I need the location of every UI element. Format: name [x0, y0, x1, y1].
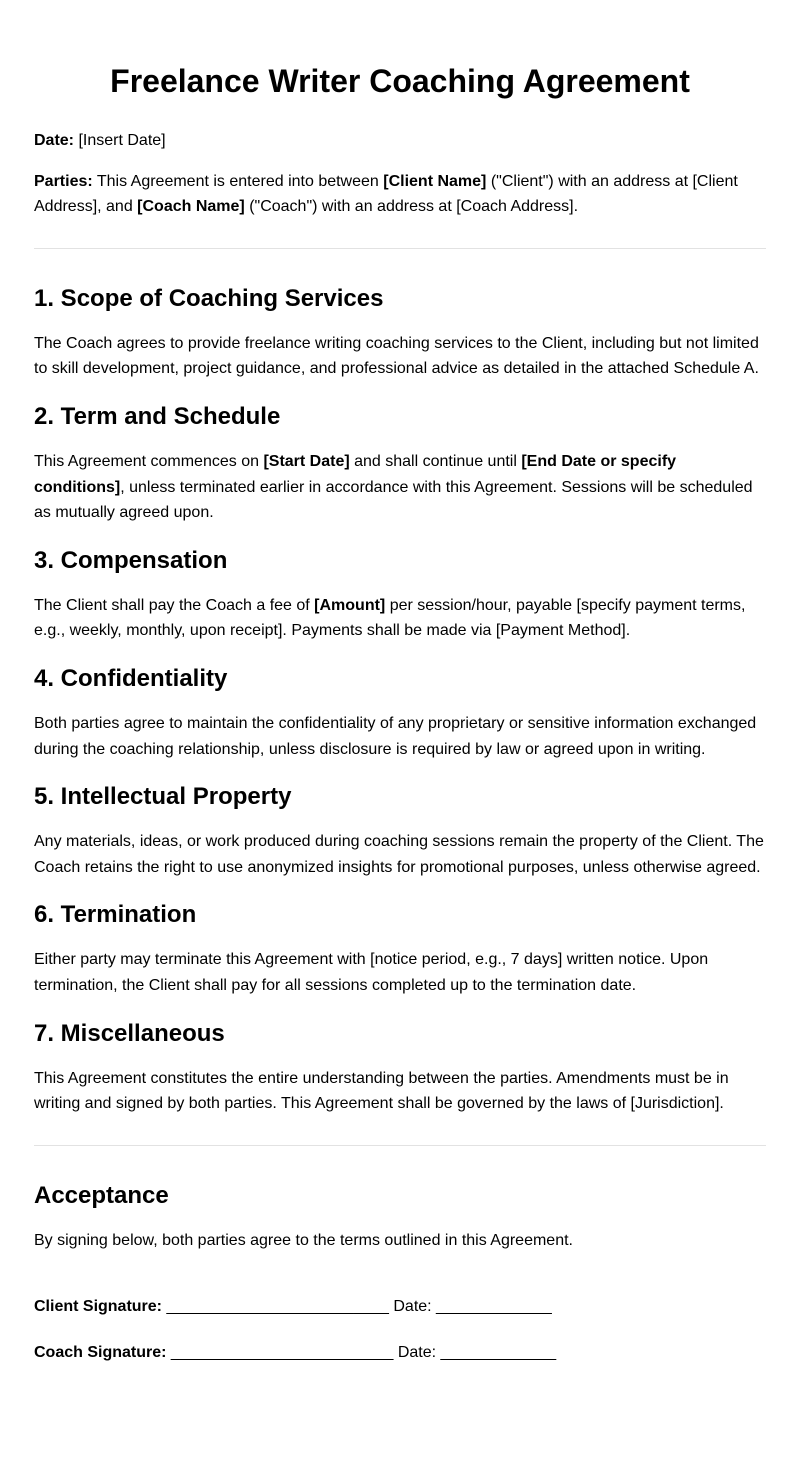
date-value: [Insert Date]	[74, 132, 166, 149]
client-signature-label: Client Signature:	[34, 1298, 163, 1316]
section-heading: 1. Scope of Coaching Services	[34, 284, 384, 312]
start-date-placeholder: [Start Date]	[263, 452, 350, 470]
section-text: Either party may terminate this Agreement with [notice period, e.g., 7 days] written notice. Upon termination, the Client shall pay for all sessions completed up to the termination date.	[34, 951, 709, 994]
section-heading: 7. Miscellaneous	[34, 1019, 225, 1047]
section-text: Any materials, ideas, or work produced during coaching sessions remain the property of the Client. The Coach retains the right to use anonymized insights for promotional purposes, unless otherwise agreed.	[34, 833, 764, 876]
parties-text: ("Client") with an address at [Client Address], and	[34, 172, 738, 216]
section-text: Both parties agree to maintain the confidentiality of any proprietary or sensitive information exchanged during the coaching relationship, unless disclosure is required by law or agreed upon in writing.	[34, 714, 757, 758]
acceptance-text: By signing below, both parties agree to the terms outlined in this Agreement.	[34, 1231, 573, 1249]
amount-placeholder: [Amount]	[314, 596, 386, 614]
date-line	[34, 128, 766, 154]
coach-name-placeholder: [Coach Name]	[137, 198, 245, 216]
section-divider	[34, 1145, 766, 1146]
section-heading: 4. Confidentiality	[34, 664, 228, 692]
parties-text: This Agreement is entered into between	[92, 172, 384, 190]
acceptance-heading: Acceptance	[34, 1181, 169, 1209]
coach-signature-blanks: _________________________ Date: _____________	[166, 1344, 557, 1362]
section-confidentiality	[34, 664, 766, 762]
date-label: Date:	[34, 132, 75, 149]
section-heading: 3. Compensation	[34, 546, 228, 574]
section-text-part: per session/hour, payable [specify payment terms, e.g., weekly, monthly, upon receipt]. Payments shall be made via [Payment Method].	[34, 596, 746, 640]
section-term	[34, 402, 766, 526]
section-text	[34, 593, 766, 644]
parties-label: Parties:	[34, 172, 93, 190]
coach-signature-label: Coach Signature:	[34, 1344, 167, 1362]
client-signature-blanks: _________________________ Date: _____________	[162, 1298, 552, 1316]
section-divider	[34, 248, 766, 249]
parties-paragraph	[34, 169, 766, 220]
section-text: The Coach agrees to provide freelance writing coaching services to the Client, including but not limited to skill development, project guidance, and professional advice as detailed in the attached Schedule A.	[34, 334, 759, 378]
client-signature-line	[34, 1297, 766, 1317]
section-text-part: , unless terminated earlier in accordance with this Agreement. Sessions will be scheduled as mutually agreed upon.	[34, 478, 753, 522]
section-heading: 2. Term and Schedule	[34, 402, 281, 430]
section-miscellaneous	[34, 1019, 766, 1117]
section-intellectual-property	[34, 782, 766, 880]
end-date-placeholder: [End Date or specify conditions]	[34, 452, 677, 496]
section-text-part: The Client shall pay the Coach a fee of	[34, 596, 315, 614]
acceptance-section	[34, 1181, 766, 1364]
coach-signature-line	[34, 1343, 766, 1363]
section-text-part: This Agreement commences on	[34, 452, 264, 470]
section-text	[34, 449, 766, 526]
section-text: This Agreement constitutes the entire understanding between the parties. Amendments must be in writing and signed by both parties. This Agreement shall be governed by the laws of [Jurisdiction].	[34, 1069, 729, 1113]
document-title: Freelance Writer Coaching Agreement	[110, 63, 690, 99]
section-text-part: and shall continue until	[349, 452, 522, 470]
section-termination	[34, 900, 766, 998]
section-heading: 6. Termination	[34, 901, 197, 929]
section-compensation	[34, 546, 766, 644]
parties-text: ("Coach") with an address at [Coach Address].	[244, 198, 579, 216]
client-name-placeholder: [Client Name]	[383, 172, 487, 190]
section-heading: 5. Intellectual Property	[34, 783, 292, 811]
section-scope	[34, 284, 766, 382]
